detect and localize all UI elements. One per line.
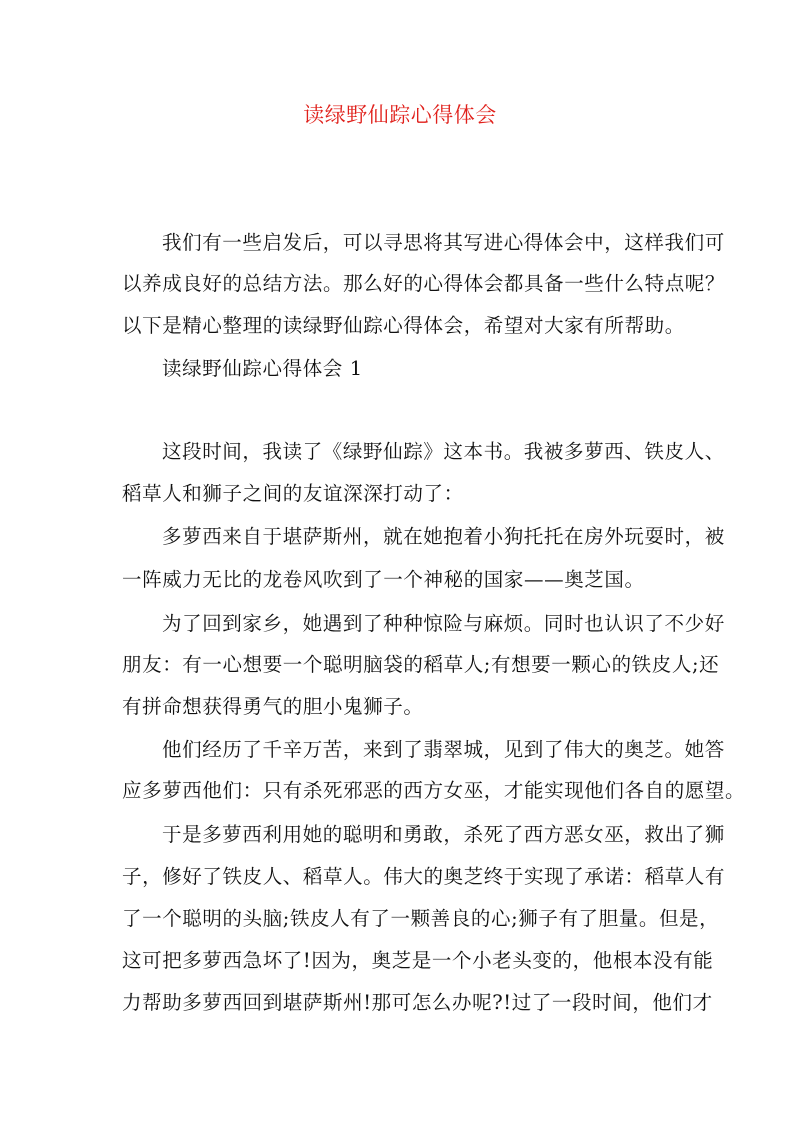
paragraph-line: 以养成良好的总结方法。那么好的心得体会都具备一些什么特点呢？ <box>122 272 726 295</box>
paragraph-line: 有拼命想获得勇气的胆小鬼狮子。 <box>122 695 424 718</box>
paragraph-line: 应多萝西他们：只有杀死邪恶的西方女巫，才能实现他们各自的愿望。 <box>122 779 746 802</box>
paragraph-line: 稻草人和狮子之间的友谊深深打动了： <box>122 482 464 505</box>
paragraph-line: 了一个聪明的头脑;铁皮人有了一颗善良的心;狮子有了胆量。但是， <box>122 907 720 930</box>
paragraph-line: 为了回到家乡，她遇到了种种惊险与麻烦。同时也认识了不少好 <box>162 612 725 635</box>
paragraph-line: 我们有一些启发后，可以寻思将其写进心得体会中，这样我们可 <box>162 231 725 254</box>
paragraph-line: 这可把多萝西急坏了!因为，奥芝是一个小老头变的，他根本没有能 <box>122 949 714 972</box>
paragraph-line: 一阵威力无比的龙卷风吹到了一个神秘的国家——奥芝国。 <box>122 568 645 591</box>
section-heading: 读绿野仙踪心得体会 1 <box>162 357 363 380</box>
paragraph-line: 他们经历了千辛万苦，来到了翡翠城，见到了伟大的奥芝。她答 <box>162 738 725 761</box>
paragraph-line: 于是多萝西利用她的聪明和勇敢，杀死了西方恶女巫，救出了狮 <box>162 823 725 846</box>
document-title: 读绿野仙踪心得体会 <box>303 103 497 127</box>
paragraph-line: 多萝西来自于堪萨斯州，就在她抱着小狗托托在房外玩耍时，被 <box>162 525 725 548</box>
paragraph-line: 这段时间，我读了《绿野仙踪》这本书。我被多萝西、铁皮人、 <box>162 440 725 463</box>
paragraph-line: 朋友：有一心想要一个聪明脑袋的稻草人;有想要一颗心的铁皮人;还 <box>122 653 720 676</box>
paragraph-line: 以下是精心整理的读绿野仙踪心得体会，希望对大家有所帮助。 <box>122 314 685 337</box>
paragraph-line: 力帮助多萝西回到堪萨斯州!那可怎么办呢?!过了一段时间，他们才 <box>122 991 713 1014</box>
paragraph-line: 子，修好了铁皮人、稻草人。伟大的奥芝终于实现了承诺：稻草人有 <box>122 865 726 888</box>
